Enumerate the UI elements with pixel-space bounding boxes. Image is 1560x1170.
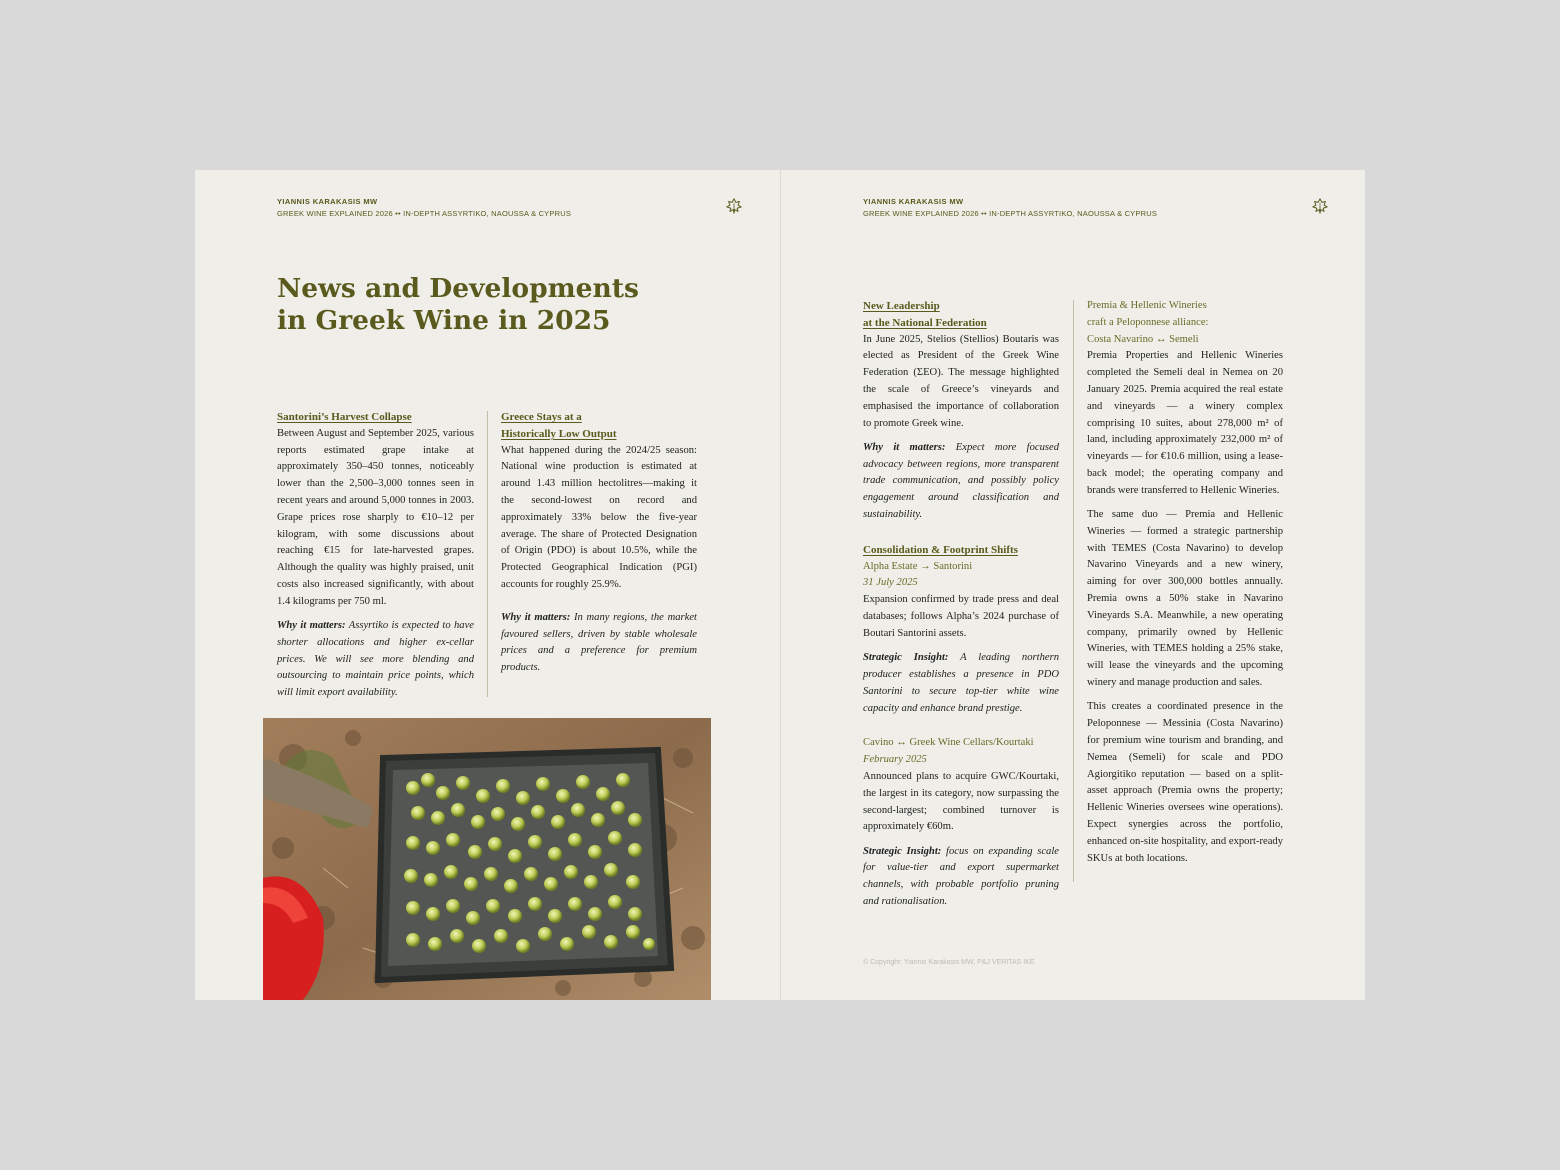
- strategic-insight: Strategic Insight: A leading northern producer establishes a presence in PDO Santorini to secure top-tier white wine capacity and enhance brand prestige.: [863, 652, 1059, 714]
- vine-leaf-icon: [725, 197, 743, 215]
- grape-crate-photo: [263, 718, 711, 1000]
- vine-leaf-icon: [1311, 197, 1329, 215]
- deal-body: Announced plans to acquire GWC/Kourtaki, the largest in its category, now surpassing the second-largest; combined turnover is approximately €60m.: [863, 770, 1059, 833]
- section-heading: Consolidation & Footprint Shifts: [863, 543, 1018, 556]
- low-output-column: [501, 409, 697, 684]
- alliance-paragraph: This creates a coordinated presence in the Peloponnese — Messinia (Costa Navarino) for premium wine tourism and branding, and Nemea (Semeli) for scale and PDO Agiorgitiko reputation — based on a split-asset approach (Premia owns the property; Hellenic Wineries oversees wine operations). Expect synergies across the portfolio, enhanced on-site hospitality, and export-ready SKUs at both locations.: [1087, 701, 1283, 864]
- section-heading-line2: at the National Federation: [863, 316, 987, 329]
- why-it-matters: Why it matters: In many regions, the market favoured sellers, driven by stable wholesale prices and a preference for premium products.: [501, 611, 697, 674]
- section-heading-line1: Greece Stays at a: [501, 411, 582, 423]
- section-heading-line1: New Leadership: [863, 300, 940, 312]
- alliance-title-line3: Costa Navarino ↔ Semeli: [1087, 333, 1199, 345]
- peloponnese-alliance-column: [1087, 298, 1283, 875]
- strategic-insight: Strategic Insight: focus on expanding scale for value-tier and export supermarket channels, with probable portfolio pruning and rationalisation.: [863, 845, 1059, 907]
- header-author: YIANNIS KARAKASIS MW: [863, 197, 964, 206]
- alliance-paragraph: The same duo — Premia and Hellenic Wineries — formed a strategic partnership with TEMES (Costa Navarino) to develop Navarino Vineyards and a new winery, aiming for over 300,000 bottles annually. Premia owns a 50% stake in Navarino Vineyards S.A. Meanwhile, a new operating company, primarily owned by Hellenic Wineries, with TEMES holding a 25% stake, will lease the vineyards and the upcoming winery and manage production and sales.: [1087, 509, 1283, 689]
- left-page: [195, 170, 780, 1000]
- why-it-matters: Why it matters: Expect more focused advocacy between regions, more transparent trade communication, and possibly policy engagement around classification and sustainability.: [863, 441, 1059, 521]
- copyright-footer: © Copyright: Yiannis Karakasis MW, P&J VERITAS IKE: [863, 959, 1035, 966]
- header-subtitle: GREEK WINE EXPLAINED 2026 •• IN-DEPTH ASSYRTIKO, NAOUSSA & CYPRUS: [863, 209, 1158, 218]
- header-author: YIANNIS KARAKASIS MW: [277, 197, 378, 206]
- page-title: News and Developments in Greek Wine in 2025: [277, 273, 639, 336]
- deal-date: 31 July 2025: [863, 577, 918, 589]
- alliance-title-line2: craft a Peloponnese alliance:: [1087, 316, 1209, 328]
- deal-title: Cavino ↔ Greek Wine Cellars/Kourtaki: [863, 737, 1034, 749]
- section-body: Between August and September 2025, various reports estimated grape intake at approximately 350–450 tonnes, noticeably lower than the 2,500–3,000 tonnes seen in recent years and around 5,000 tonnes in 2003. Grape prices rose sharply to €10–12 per kilogram, with some discussions about reaching €15 for late-harvested grapes. Although the quality was highly praised, unit costs also increased significantly, with about 1.4 kilograms per 750 ml.: [277, 427, 474, 607]
- section-body: In June 2025, Stelios (Stellios) Boutaris was elected as President of the Greek Wine Federation (ΣΕΟ). The message highlighted the scale of Greece’s vineyards and emphasised the importance of collaboration to promote Greek wine.: [863, 333, 1059, 429]
- alliance-paragraph: Premia Properties and Hellenic Wineries completed the Semeli deal in Nemea on 20 January 2025. Premia acquired the real estate and vineyards — a winery complex comprising 10 suites, about 278,000 m² of land, including approximately 232,000 m² of vineyards — for €10.6 million, using a lease-back model; the operating company and brands were transferred to Hellenic Wineries.: [1087, 350, 1283, 496]
- deal-title: Alpha Estate → Santorini: [863, 560, 973, 572]
- deal-body: Expansion confirmed by trade press and deal databases; follows Alpha’s 2024 purchase of Boutari Santorini assets.: [863, 594, 1059, 639]
- why-it-matters: Why it matters: Assyrtiko is expected to have shorter allocations and higher ex-cellar prices. We will see more blending and outsourcing to maintain price points, which will limit export availability.: [277, 620, 474, 699]
- header-subtitle: GREEK WINE EXPLAINED 2026 •• IN-DEPTH ASSYRTIKO, NAOUSSA & CYPRUS: [277, 209, 572, 218]
- column-divider: [1073, 300, 1074, 882]
- federation-column: [863, 298, 1059, 918]
- deal-date: February 2025: [863, 754, 927, 766]
- section-heading: Santorini’s Harvest Collapse: [277, 411, 412, 423]
- alliance-title-line1: Premia & Hellenic Wineries: [1087, 300, 1207, 311]
- column-divider: [487, 411, 488, 697]
- section-body: What happened during the 2024/25 season: National wine production is estimated at around 1.43 million hectolitres—making it the second-lowest on record and approximately 33% below the five-year average. The share of Protected Designation of Origin (PDO) is about 10.5%, while the Protected Geographical Indication (PGI) accounts for roughly 25.9%.: [501, 444, 697, 590]
- harvest-collapse-column: [277, 409, 474, 710]
- right-page: [781, 170, 1365, 1000]
- section-heading-line2: Historically Low Output: [501, 427, 617, 440]
